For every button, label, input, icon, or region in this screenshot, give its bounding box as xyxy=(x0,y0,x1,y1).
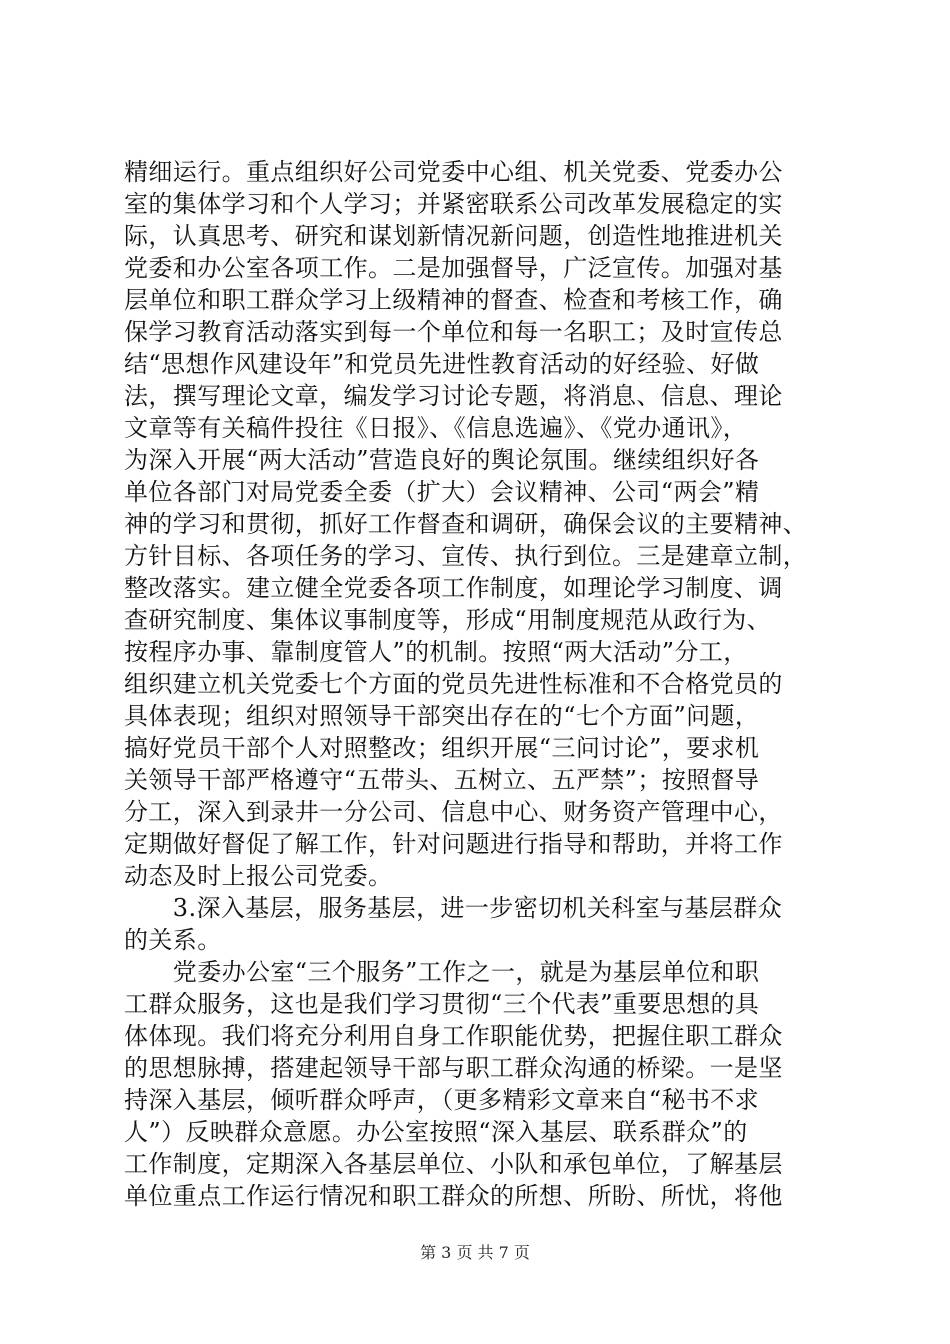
text-line: 组织建立机关党委七个方面的党员先进性标准和不合格党员的 xyxy=(124,670,783,698)
text-line: 人”）反映群众意愿。办公室按照“深入基层、联系群众”的 xyxy=(124,1118,748,1146)
section-heading-line: 的关系。 xyxy=(124,926,222,954)
text-line: 查研究制度、集体议事制度等，形成“用制度规范从政行为、 xyxy=(124,606,772,634)
text-line: 工作制度，定期深入各基层单位、小队和承包单位，了解基层 xyxy=(124,1150,783,1178)
text-line: 党委办公室“三个服务”工作之一，就是为基层单位和职 xyxy=(124,958,760,986)
text-line: 搞好党员干部个人对照整改；组织开展“三问讨论”，要求机 xyxy=(124,734,760,762)
text-line: 保学习教育活动落实到每一个单位和每一名职工；及时宣传总 xyxy=(124,318,783,346)
text-line: 党委和办公室各项工作。二是加强督导，广泛宣传。加强对基 xyxy=(124,254,783,282)
page-number-footer: 第 3 页 共 7 页 xyxy=(420,1243,530,1262)
text-line: 具体表现；组织对照领导干部突出存在的“七个方面”问题， xyxy=(124,702,760,730)
text-line: 定期做好督促了解工作，针对问题进行指导和帮助，并将工作 xyxy=(124,830,783,858)
text-line: 际，认真思考、研究和谋划新情况新问题，创造性地推进机关 xyxy=(124,222,783,250)
text-line: 单位重点工作运行情况和职工群众的所想、所盼、所忧，将他 xyxy=(124,1182,783,1210)
text-line: 文章等有关稿件投往《日报》、《信息选遍》、《党办通讯》， xyxy=(124,414,748,442)
text-line: 按程序办事、靠制度管人”的机制。按照“两大活动”分工， xyxy=(124,638,748,666)
text-line: 单位各部门对局党委全委（扩大）会议精神、公司“两会”精 xyxy=(124,478,760,506)
text-line: 法，撰写理论文章，编发学习讨论专题，将消息、信息、理论 xyxy=(124,382,783,410)
body-text xyxy=(124,156,844,1212)
text-line: 体体现。我们将充分利用自身工作职能优势，把握住职工群众 xyxy=(124,1022,783,1050)
section-heading-line: 3.深入基层，服务基层，进一步密切机关科室与基层群众 xyxy=(124,894,783,922)
text-line: 室的集体学习和个人学习；并紧密联系公司改革发展稳定的实 xyxy=(124,190,783,218)
text-line: 结“思想作风建设年”和党员先进性教育活动的好经验、好做 xyxy=(124,350,760,378)
text-line: 为深入开展“两大活动”营造良好的舆论氛围。继续组织好各 xyxy=(124,446,760,474)
text-line: 精细运行。重点组织好公司党委中心组、机关党委、党委办公 xyxy=(124,158,783,186)
text-line: 层单位和职工群众学习上级精神的督查、检查和考核工作，确 xyxy=(124,286,783,314)
text-line: 神的学习和贯彻，抓好工作督查和调研，确保会议的主要精神、 xyxy=(124,510,808,538)
text-line: 分工，深入到录井一分公司、信息中心、财务资产管理中心， xyxy=(124,798,783,826)
text-line: 动态及时上报公司党委。 xyxy=(124,862,393,890)
text-line: 方针目标、各项任务的学习、宣传、执行到位。三是建章立制， xyxy=(124,542,808,570)
text-line: 持深入基层，倾听群众呼声，（更多精彩文章来自“秘书不求 xyxy=(124,1086,760,1114)
text-line: 工群众服务，这也是我们学习贯彻“三个代表”重要思想的具 xyxy=(124,990,760,1018)
text-line: 关领导干部严格遵守“五带头、五树立、五严禁”；按照督导 xyxy=(124,766,760,794)
text-line: 整改落实。建立健全党委各项工作制度，如理论学习制度、调 xyxy=(124,574,783,602)
text-line: 的思想脉搏，搭建起领导干部与职工群众沟通的桥梁。一是坚 xyxy=(124,1054,783,1082)
